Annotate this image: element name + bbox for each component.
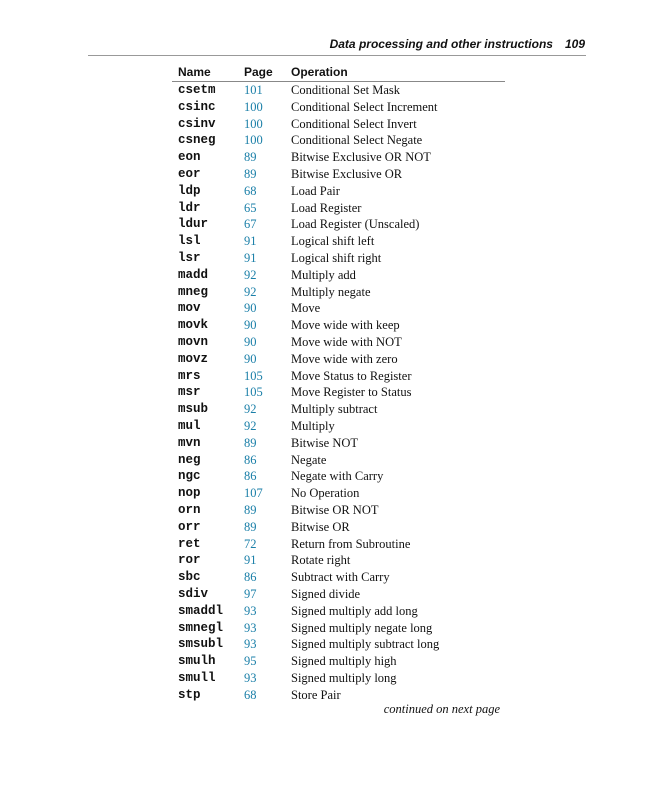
table-row — [172, 418, 505, 435]
operation-description: Multiply — [291, 418, 335, 433]
page-reference-link[interactable]: 90 — [244, 301, 257, 316]
table-row — [172, 653, 505, 670]
operation-description: Move wide with NOT — [291, 334, 402, 349]
page-reference-link[interactable]: 86 — [244, 452, 257, 467]
column-header-page: Page — [244, 64, 291, 82]
table-row — [172, 284, 505, 301]
operation-description: Signed multiply negate long — [291, 620, 433, 635]
page-reference-link[interactable]: 92 — [244, 284, 257, 299]
table-row — [172, 267, 505, 284]
operation-description: Multiply subtract — [291, 402, 378, 417]
table-row — [172, 452, 505, 469]
page-reference-link[interactable]: 90 — [244, 318, 257, 333]
table-row — [172, 435, 505, 452]
table-row — [172, 603, 505, 620]
operation-description: Rotate right — [291, 553, 351, 568]
page-reference-link[interactable]: 105 — [244, 385, 263, 400]
instruction-name: ngc — [178, 469, 201, 484]
table-row — [172, 401, 505, 418]
page-reference-link[interactable]: 91 — [244, 234, 257, 249]
operation-description: No Operation — [291, 486, 360, 501]
page-reference-link[interactable]: 86 — [244, 570, 257, 585]
instruction-name: orn — [178, 502, 201, 517]
page-reference-link[interactable]: 90 — [244, 351, 257, 366]
page-reference-link[interactable]: 90 — [244, 334, 257, 349]
instruction-name: ldp — [178, 183, 201, 198]
page-reference-link[interactable]: 68 — [244, 687, 257, 702]
table-row — [172, 384, 505, 401]
operation-description: Move — [291, 301, 321, 316]
instruction-table — [172, 64, 505, 703]
page-reference-link[interactable]: 107 — [244, 486, 263, 501]
header-rule — [88, 55, 586, 56]
instruction-name: smull — [178, 670, 216, 685]
table-row — [172, 116, 505, 133]
operation-description: Signed multiply long — [291, 670, 397, 685]
operation-description: Move wide with zero — [291, 351, 398, 366]
instruction-name: sdiv — [178, 586, 209, 601]
table-row — [172, 586, 505, 603]
table-row — [172, 351, 505, 368]
instruction-name: mov — [178, 301, 201, 316]
table-row — [172, 317, 505, 334]
operation-description: Logical shift right — [291, 250, 382, 265]
operation-description: Signed multiply add long — [291, 603, 418, 618]
instruction-name: movn — [178, 334, 209, 349]
instruction-name: sbc — [178, 570, 201, 585]
table-row — [172, 670, 505, 687]
table-row — [172, 502, 505, 519]
table-row — [172, 183, 505, 200]
instruction-name: nop — [178, 486, 201, 501]
instruction-name: lsl — [178, 234, 201, 249]
page-reference-link[interactable]: 93 — [244, 637, 257, 652]
operation-description: Load Pair — [291, 183, 340, 198]
page-reference-link[interactable]: 89 — [244, 435, 257, 450]
operation-description: Move Status to Register — [291, 368, 412, 383]
page-reference-link[interactable]: 86 — [244, 469, 257, 484]
operation-description: Conditional Select Invert — [291, 116, 417, 131]
page-reference-link[interactable]: 93 — [244, 670, 257, 685]
instruction-name: smaddl — [178, 603, 224, 618]
page-reference-link[interactable]: 100 — [244, 116, 263, 131]
operation-description: Move wide with keep — [291, 318, 400, 333]
operation-description: Subtract with Carry — [291, 570, 390, 585]
operation-description: Store Pair — [291, 687, 341, 702]
operation-description: Negate — [291, 452, 327, 467]
operation-description: Load Register — [291, 200, 362, 215]
table-row — [172, 636, 505, 653]
table-row — [172, 300, 505, 317]
instruction-name: stp — [178, 687, 201, 702]
instruction-name: smsubl — [178, 637, 224, 652]
table-row — [172, 552, 505, 569]
instruction-name: mneg — [178, 284, 209, 299]
operation-description: Signed divide — [291, 586, 361, 601]
instruction-name: msub — [178, 402, 209, 417]
page-reference-link[interactable]: 93 — [244, 620, 257, 635]
operation-description: Bitwise Exclusive OR — [291, 166, 403, 181]
table-row — [172, 519, 505, 536]
instruction-name: orr — [178, 519, 201, 534]
instruction-name: ldur — [178, 217, 209, 232]
operation-description: Multiply negate — [291, 284, 371, 299]
page-reference-link[interactable]: 91 — [244, 553, 257, 568]
table-row — [172, 468, 505, 485]
table-row — [172, 687, 505, 704]
operation-description: Return from Subroutine — [291, 536, 411, 551]
instruction-name: mrs — [178, 368, 201, 383]
operation-description: Load Register (Unscaled) — [291, 217, 420, 232]
operation-description: Bitwise Exclusive OR NOT — [291, 150, 431, 165]
page-reference-link[interactable]: 93 — [244, 603, 257, 618]
operation-description: Move Register to Status — [291, 385, 412, 400]
operation-description: Multiply add — [291, 267, 356, 282]
instruction-name: csetm — [178, 83, 216, 97]
instruction-name: movz — [178, 351, 209, 366]
instruction-name: csinv — [178, 116, 216, 131]
page-reference-link[interactable]: 89 — [244, 502, 257, 517]
instruction-name: ror — [178, 553, 201, 568]
table-row — [172, 250, 505, 267]
table-row — [172, 216, 505, 233]
instruction-name: mul — [178, 418, 201, 433]
instruction-name: lsr — [178, 250, 201, 265]
table-row — [172, 166, 505, 183]
page-reference-link[interactable]: 92 — [244, 402, 257, 417]
instruction-name: movk — [178, 318, 209, 333]
page-reference-link[interactable]: 67 — [244, 217, 257, 232]
operation-description: Signed multiply subtract long — [291, 637, 440, 652]
page-reference-link[interactable]: 72 — [244, 536, 257, 551]
instruction-name: madd — [178, 267, 209, 282]
instruction-name: ret — [178, 536, 201, 551]
page-reference-link[interactable]: 65 — [244, 200, 257, 215]
running-header — [0, 37, 585, 51]
operation-description: Signed multiply high — [291, 654, 397, 669]
table-row — [172, 149, 505, 166]
operation-description: Negate with Carry — [291, 469, 384, 484]
page-reference-link[interactable]: 92 — [244, 267, 257, 282]
table-row — [172, 200, 505, 217]
table-row — [172, 569, 505, 586]
instruction-name: csinc — [178, 99, 216, 114]
page-reference-link[interactable]: 68 — [244, 183, 257, 198]
table-row — [172, 536, 505, 553]
operation-description: Bitwise OR — [291, 519, 350, 534]
page-reference-link[interactable]: 97 — [244, 586, 257, 601]
page-reference-link[interactable]: 100 — [244, 99, 263, 114]
instruction-name: ldr — [178, 200, 201, 215]
operation-description: Conditional Set Mask — [291, 83, 401, 97]
instruction-name: smulh — [178, 654, 216, 669]
operation-description: Conditional Select Negate — [291, 133, 423, 148]
page-reference-link[interactable]: 89 — [244, 519, 257, 534]
header-title: Data processing and other instructions — [329, 37, 553, 51]
table-row — [172, 485, 505, 502]
table-header-row — [172, 64, 505, 82]
header-page-number: 109 — [564, 37, 585, 51]
page-reference-link[interactable]: 95 — [244, 654, 257, 669]
table-row — [172, 334, 505, 351]
instruction-name: eon — [178, 150, 201, 165]
continued-note: continued on next page — [383, 702, 500, 716]
instruction-name: msr — [178, 385, 201, 400]
page-reference-link[interactable]: 89 — [244, 150, 257, 165]
instruction-name: csneg — [178, 133, 216, 148]
page-reference-link[interactable]: 91 — [244, 250, 257, 265]
table-row — [172, 233, 505, 250]
table-row — [172, 620, 505, 637]
column-header-name: Name — [172, 64, 244, 82]
operation-description: Conditional Select Increment — [291, 99, 438, 114]
operation-description: Bitwise OR NOT — [291, 502, 379, 517]
column-header-operation: Operation — [291, 64, 505, 82]
table-row — [172, 99, 505, 116]
operation-description: Logical shift left — [291, 234, 375, 249]
page-reference-link[interactable]: 89 — [244, 166, 257, 181]
page-reference-link[interactable]: 101 — [244, 83, 263, 97]
instruction-name: neg — [178, 452, 201, 467]
page-reference-link[interactable]: 92 — [244, 418, 257, 433]
instruction-name: mvn — [178, 435, 201, 450]
page-reference-link[interactable]: 100 — [244, 133, 263, 148]
instruction-name: smnegl — [178, 620, 224, 635]
table-row — [172, 132, 505, 149]
table-row — [172, 368, 505, 385]
instruction-name: eor — [178, 166, 201, 181]
table-body — [172, 82, 505, 704]
operation-description: Bitwise NOT — [291, 435, 359, 450]
page-reference-link[interactable]: 105 — [244, 368, 263, 383]
table-row — [172, 82, 505, 99]
